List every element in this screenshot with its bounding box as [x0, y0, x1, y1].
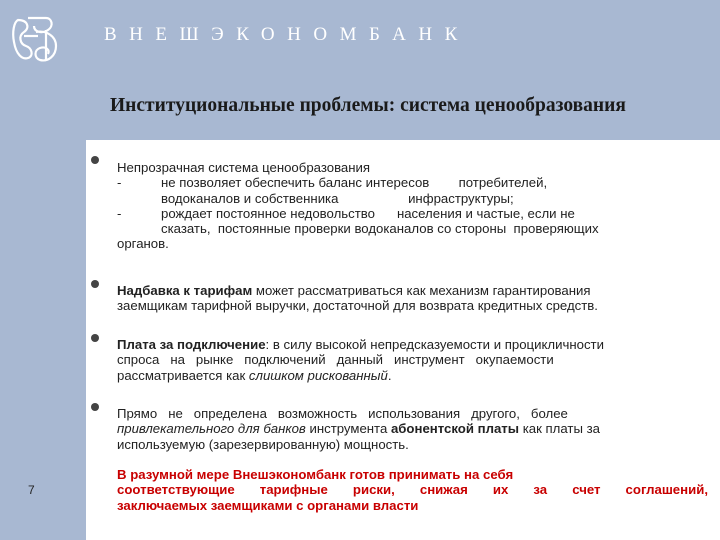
bullet-dot [91, 156, 99, 164]
bullet-line [117, 337, 708, 352]
italic-term: привлекательного для банков [117, 421, 306, 437]
bullet-line [117, 283, 708, 298]
sub-item-line: сказать, постоянные проверки водоканалов со стороны проверяющих [161, 221, 599, 237]
bullet-item-pricing [117, 160, 708, 252]
sub-item [117, 206, 708, 237]
sub-item [117, 175, 708, 206]
bullet-text: . [387, 367, 392, 383]
bullet-item-tariff-markup [117, 283, 708, 314]
sub-item-line: водоканалов и собственника инфраструктуры; [161, 190, 514, 206]
dash-marker: - [117, 175, 122, 191]
bullet-text: : в силу высокой непредсказуемости и процикличности [265, 337, 604, 352]
conclusion-line: соответствующие тарифные риски, снижая их за счет соглашений, [117, 482, 708, 498]
bullet-line: Прямо не определена возможность использования другого, более [117, 406, 568, 421]
slide-title: Институциональные проблемы: система ценообразования [110, 95, 626, 116]
bold-term: Плата за подключение [117, 337, 266, 352]
bullet-heading: Непрозрачная система ценообразования [117, 160, 371, 175]
conclusion-text [117, 467, 708, 513]
conclusion-line: В разумной мере Внешэкономбанк готов принимать на себя [117, 467, 514, 482]
sub-item-line: рождает постоянное недовольство населения и частые, если не [161, 205, 575, 221]
bullet-text: рассматривается как [117, 367, 249, 383]
bullet-dot [91, 280, 99, 288]
bullet-text: как платы за [519, 421, 600, 437]
bullet-text: может рассматриваться как механизм гарантирования [252, 283, 591, 298]
bullet-dot [91, 403, 99, 411]
bullet-line: спроса на рынке подключений данный инструмент окупаемости [117, 352, 554, 368]
bullet-line [117, 368, 708, 383]
page-number: 7 [28, 483, 35, 497]
bank-logo-icon [6, 8, 68, 70]
bullet-tail: органов. [117, 236, 169, 252]
bullet-line: используемую (зарезервированную) мощность. [117, 436, 409, 452]
bullet-item-subscription-fee [117, 406, 708, 452]
bullet-text: инструмента [305, 421, 391, 437]
bullet-line: заемщикам тарифной выручки, достаточной для возврата кредитных средств. [117, 298, 598, 314]
left-sidebar [0, 0, 86, 540]
bullet-line [117, 421, 708, 436]
bold-term: Надбавка к тарифам [117, 283, 253, 298]
bullet-item-connection-fee [117, 337, 708, 383]
dash-marker: - [117, 205, 122, 221]
italic-term: слишком рискованный [248, 367, 388, 383]
bullet-dot [91, 334, 99, 342]
bold-term: абонентской платы [390, 421, 520, 437]
bank-name: ВНЕШЭКОНОМБАНК [104, 24, 470, 45]
sub-item-line: не позволяет обеспечить баланс интересов потребителей, [161, 175, 548, 191]
conclusion-line: заключаемых заемщиками с органами власти [117, 497, 419, 513]
